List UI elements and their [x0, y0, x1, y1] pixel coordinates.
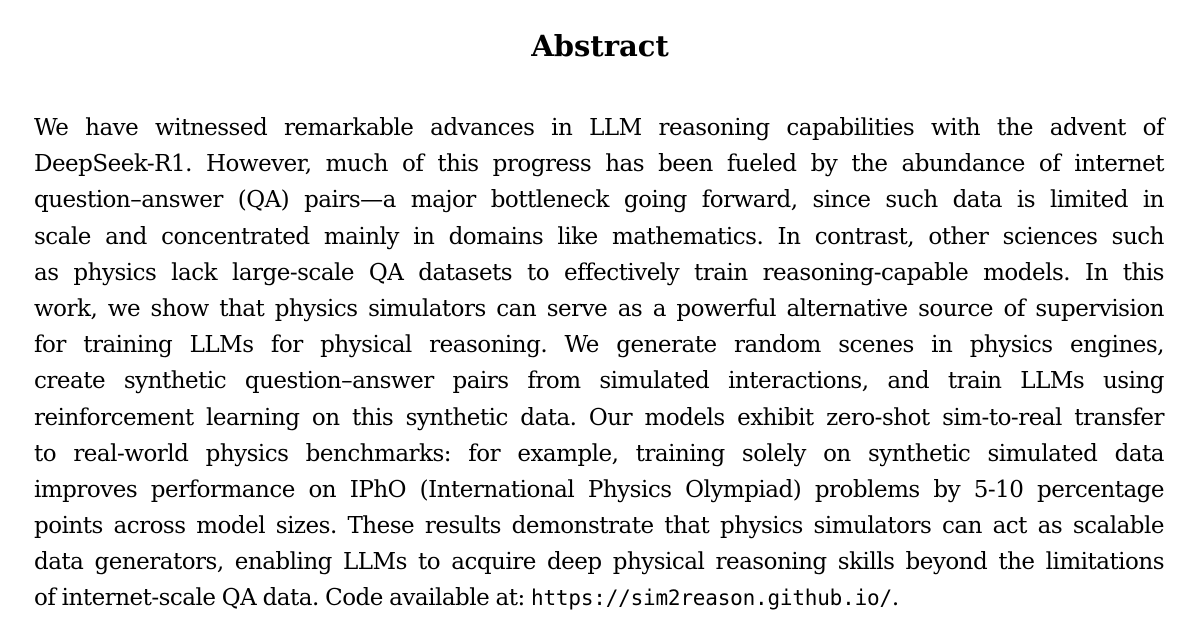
- final-period: .: [891, 585, 899, 612]
- abstract-line: to real-world physics benchmarks: for example, training solely on synthetic simulated data: [34, 440, 1164, 467]
- abstract-line: reinforcement learning on this synthetic data. Our models exhibit zero-shot sim-to-real transfer: [34, 404, 1164, 431]
- abstract-line: scale and concentrated mainly in domains like mathematics. In contrast, other sciences such: [34, 223, 1164, 250]
- abstract-line: DeepSeek-R1. However, much of this progress has been fueled by the abundance of internet: [34, 151, 1164, 178]
- abstract-line: question–answer (QA) pairs—a major bottleneck going forward, since such data is limited in: [34, 187, 1164, 214]
- abstract-line: create synthetic question–answer pairs from simulated interactions, and train LLMs using: [34, 368, 1164, 395]
- abstract-line: points across model sizes. These results demonstrate that physics simulators can act as scalable: [34, 513, 1164, 540]
- abstract-line: for training LLMs for physical reasoning. We generate random scenes in physics engines,: [34, 332, 1164, 359]
- abstract-line: improves performance on IPhO (International Physics Olympiad) problems by 5-10 percentage: [34, 476, 1164, 503]
- abstract-line: as physics lack large-scale QA datasets to effectively train reasoning-capable models. In this: [34, 259, 1164, 286]
- abstract-line: data generators, enabling LLMs to acquire deep physical reasoning skills beyond the limitations: [34, 549, 1164, 576]
- final-line-text: of internet-scale QA data. Code available at:: [34, 585, 532, 612]
- abstract-line: work, we show that physics simulators can serve as a powerful alternative source of supervision: [34, 295, 1164, 322]
- abstract-body: [34, 110, 1164, 617]
- abstract-final-line: [34, 580, 1164, 616]
- abstract-heading: Abstract: [531, 29, 669, 63]
- code-link[interactable]: https://sim2reason.github.io/: [531, 586, 892, 611]
- abstract-line: We have witnessed remarkable advances in LLM reasoning capabilities with the advent of: [34, 115, 1164, 141]
